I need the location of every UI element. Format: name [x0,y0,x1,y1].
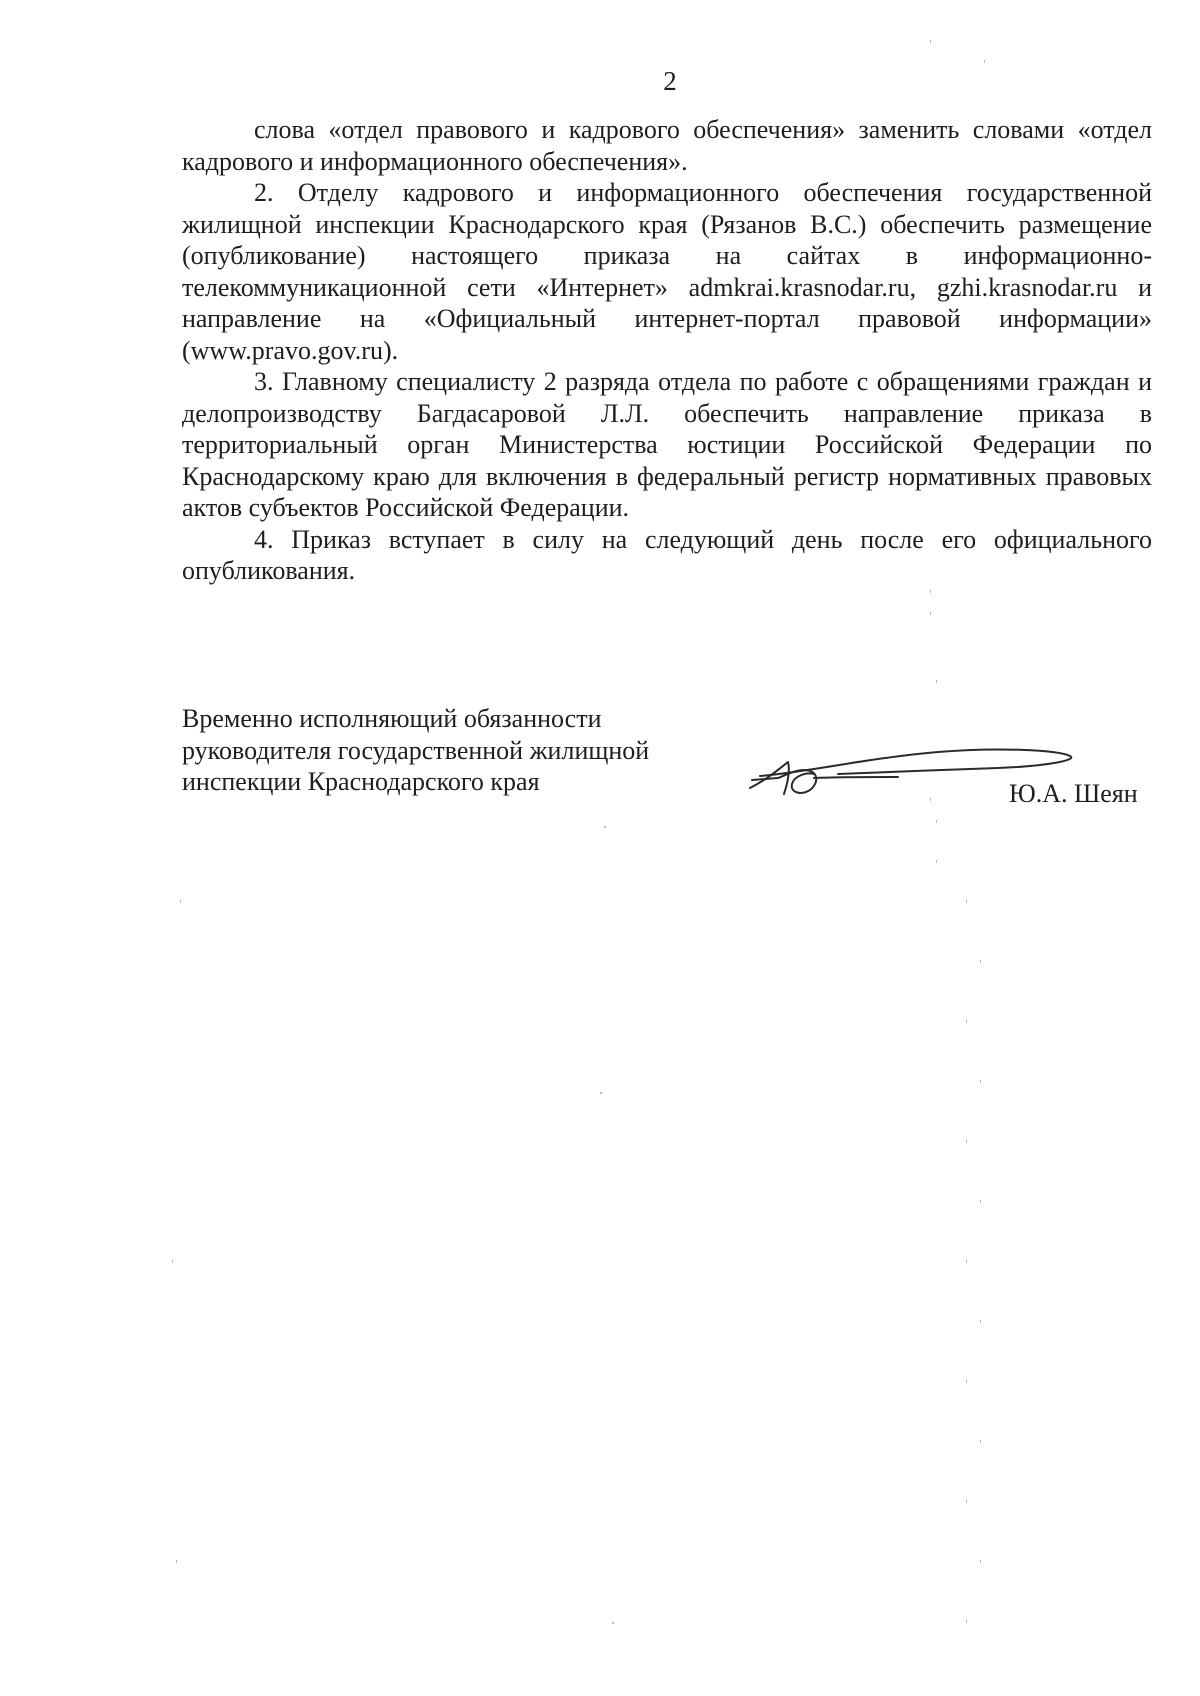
position-line: руководителя государственной жилищной [182,735,650,765]
signer-name: Ю.А. Шеян [1009,779,1138,808]
page-number: 2 [663,66,677,96]
signatory-position [182,703,649,798]
paragraph-continuation: слова «отдел правового и кадрового обеспечения» заменить словами «отдел кадрового и информационного обеспечения». [182,115,1152,176]
position-line: инспекции Краснодарского края [182,767,540,796]
paragraph-item-3: 3. Главному специалисту 2 разряда отдела по работе с обращениями граждан и делопроизводству Багдасаровой Л.Л. обеспечить направление приказа в территориальный орган Министерства юстиции Российской Федерации по Краснодарскому краю для включения в федеральный регистр нормативных правовых актов субъектов Российской Федерации. [182,367,1152,522]
paragraph-item-2: 2. Отделу кадрового и информационного обеспечения государственной жилищной инспекции Краснодарского края (Рязанов В.С.) обеспечить размещение (опубликование) настоящего приказа на сайтах в информационно-телекоммуникационной сети «Интернет» admkrai.krasnodar.ru, gzhi.krasnodar.ru и направление на «Официальный интернет-портал правовой информации» (www.pravo.gov.ru). [182,178,1152,365]
paragraph-item-4: 4. Приказ вступает в силу на следующий день после его официального опубликования. [182,524,1152,585]
document-body [182,114,1152,587]
position-line: Временно исполняющий обязанности [182,704,602,733]
